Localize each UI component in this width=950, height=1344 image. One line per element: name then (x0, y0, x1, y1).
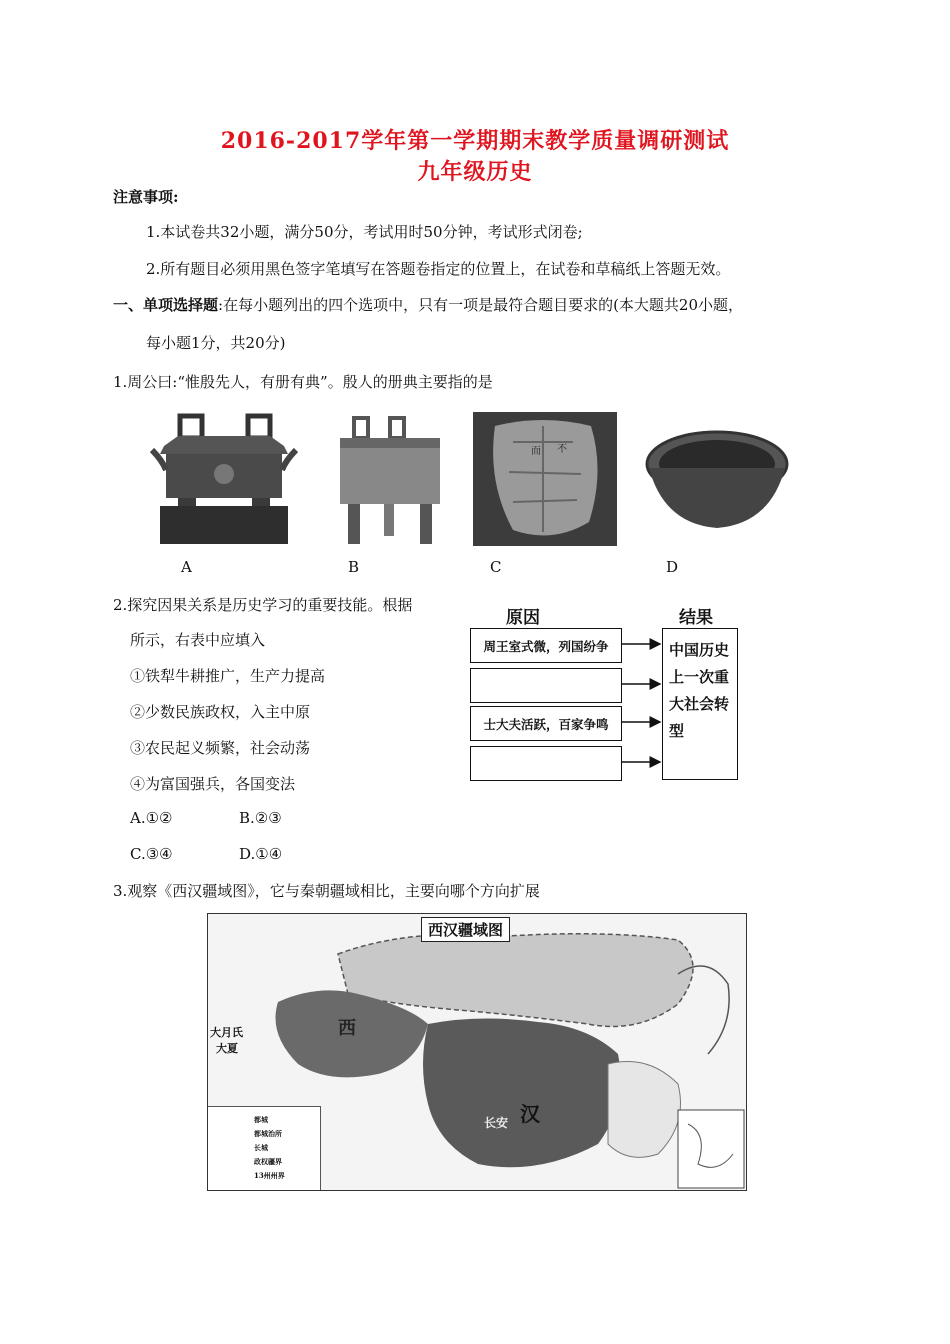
q2-choice-2: ②少数民族政权，入主中原 (130, 703, 311, 721)
q2-stem-2: 所示，右表中应填入 (130, 631, 266, 649)
legend-province-border: 13州州界 (254, 1171, 285, 1180)
map-title: 西汉疆域图 (421, 917, 510, 942)
q1-option-d[interactable]: D (666, 558, 679, 576)
svg-text:不: 不 (557, 444, 567, 455)
map-label-xi: 西 (338, 1018, 356, 1039)
legend-seat: 都城治所 (254, 1129, 282, 1138)
q1-option-a[interactable]: A (181, 558, 192, 576)
notice-heading: 注意事项: (113, 188, 179, 206)
flow-cause-3: 士大夫活跃，百家争鸣 (470, 706, 622, 741)
bronze-ding-image-b (324, 414, 454, 544)
notice-item-1: 1.本试卷共32小题，满分50分，考试用时50分钟，考试形式闭卷; (146, 223, 583, 241)
q2-option-a[interactable]: A.①② (130, 809, 173, 827)
q2-choice-1: ①铁犁牛耕推广，生产力提高 (130, 667, 326, 685)
legend-great-wall: 长城 (254, 1143, 268, 1152)
flow-arrows (622, 628, 666, 780)
q2-option-d[interactable]: D.①④ (239, 845, 283, 863)
map-label-han: 汉 (520, 1102, 540, 1126)
notice-item-2: 2.所有题目必须用黑色签字笔填写在答题卷指定的位置上，在试卷和草稿纸上答题无效。 (146, 260, 731, 278)
pottery-bowl-image-d (644, 428, 790, 532)
section-1-text-2: 每小题1分，共20分) (146, 334, 286, 352)
legend-border: 政权疆界 (254, 1157, 282, 1166)
q2-option-c[interactable]: C.③④ (130, 845, 173, 863)
page-subtitle: 九年级历史 (417, 159, 533, 185)
flow-cause-1: 周王室式微，列国纷争 (470, 628, 622, 663)
bronze-ding-image-a (150, 410, 298, 546)
flow-result-box: 中国历史上一次重大社会转型 (662, 628, 738, 780)
legend-capital: 都城 (254, 1115, 268, 1124)
flow-cause-4-blank (470, 746, 622, 781)
map-label-changan: 长安 (484, 1116, 509, 1130)
svg-text:而: 而 (531, 446, 541, 457)
section-1-label: 一、单项选择题 (113, 296, 219, 314)
flow-cause-2-blank (470, 668, 622, 703)
section-1-heading (113, 294, 743, 315)
q2-choice-3: ③农民起义频繁，社会动荡 (130, 739, 311, 757)
q1-stem: 1.周公曰:“惟殷先人，有册有典”。殷人的册典主要指的是 (113, 373, 493, 391)
western-han-map (207, 913, 747, 1191)
map-legend (208, 1106, 321, 1191)
q2-stem-1: 2.探究因果关系是历史学习的重要技能。根据 (113, 596, 413, 614)
oracle-bone-image-c (473, 412, 617, 546)
q2-option-b[interactable]: B.②③ (239, 809, 282, 827)
q1-option-c[interactable]: C (490, 558, 502, 576)
section-1-text: :在每小题列出的四个选项中，只有一项是最符合题目要求的(本大题共20小题， (218, 296, 744, 314)
q3-stem: 3.观察《西汉疆域图》，它与秦朝疆域相比，主要向哪个方向扩展 (113, 882, 540, 900)
page-title: 2016-2017学年第一学期期末教学质量调研测试 (220, 128, 730, 154)
q2-choice-4: ④为富国强兵，各国变法 (130, 775, 296, 793)
map-label-dayuezhi: 大月氏 (210, 1026, 243, 1039)
flow-result-heading: 结果 (679, 608, 713, 628)
flow-cause-heading: 原因 (506, 608, 540, 628)
q1-option-b[interactable]: B (348, 558, 360, 576)
map-label-daxia: 大夏 (216, 1042, 238, 1055)
